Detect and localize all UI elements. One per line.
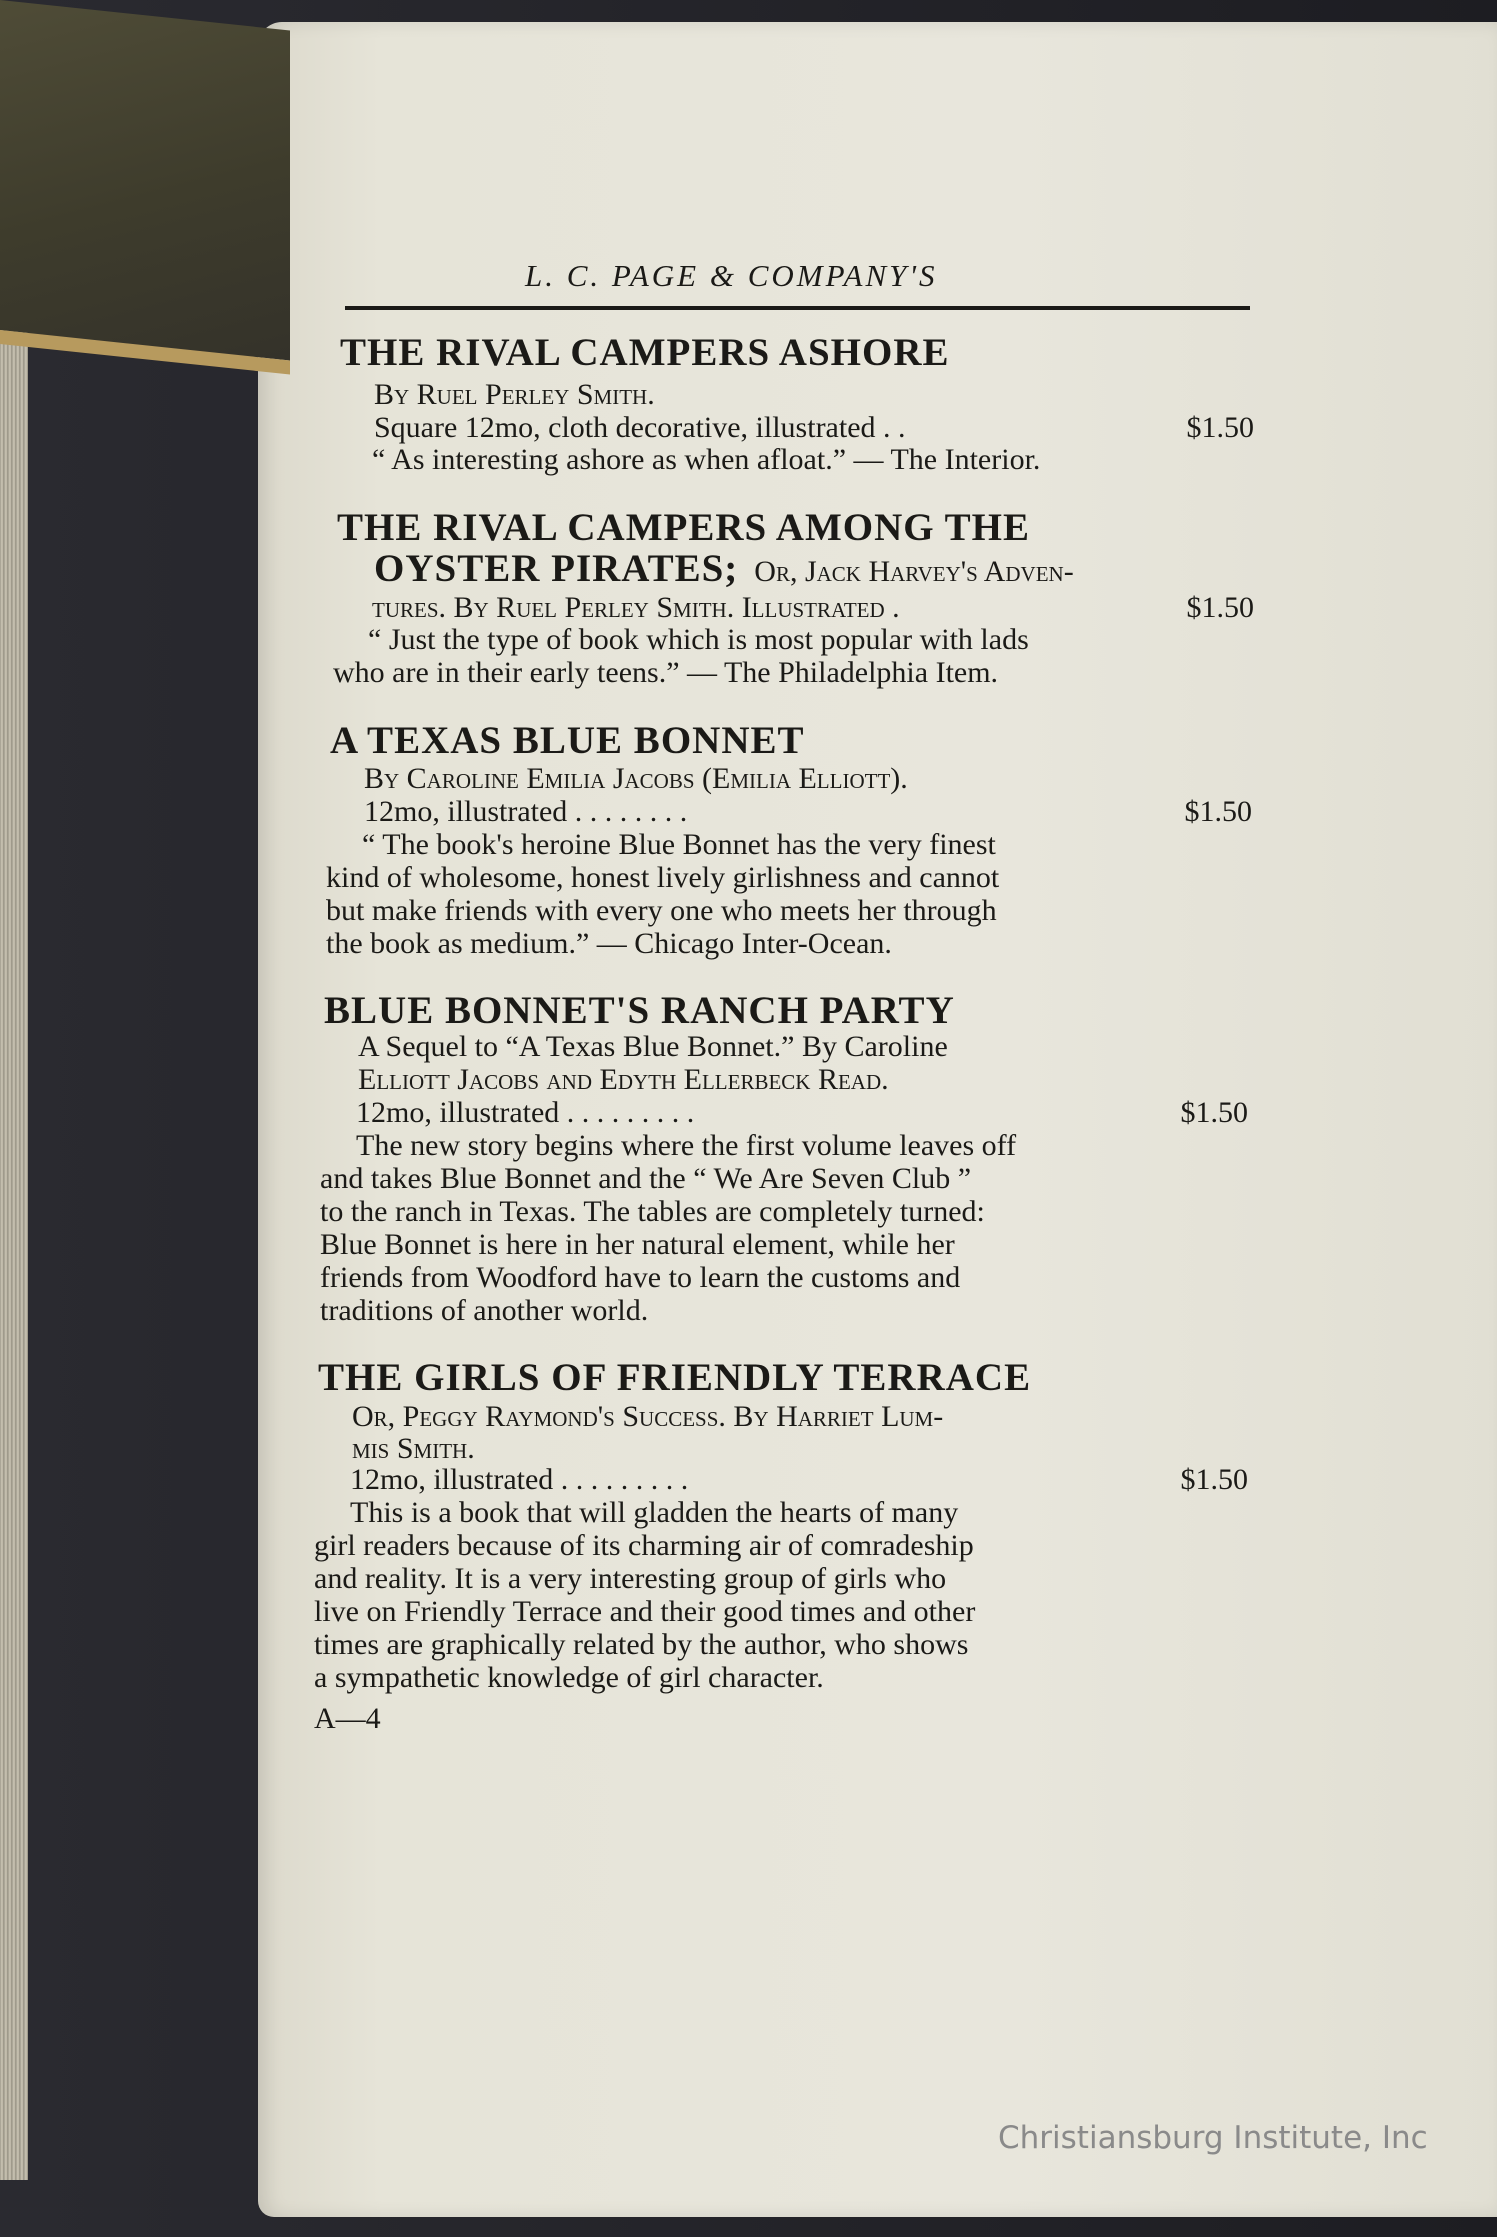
entry-3-byline: By Caroline Emilia Jacobs (Emilia Elliott). xyxy=(364,762,908,795)
entry-2-byline: tures. By Ruel Perley Smith. Illustrated . xyxy=(372,591,900,624)
entry-4-review-line: The new story begins where the first volume leaves off xyxy=(356,1129,1017,1162)
entry-5-review-line: times are graphically related by the author, who shows xyxy=(314,1628,969,1661)
entry-3-format-row xyxy=(364,795,1252,829)
entry-4-review-line: friends from Woodford have to learn the customs and xyxy=(320,1261,961,1294)
entry-2-review-line1: “ Just the type of book which is most popular with lads xyxy=(368,623,1029,656)
entry-5-review-line: live on Friendly Terrace and their good times and other xyxy=(314,1595,976,1628)
entry-4-price: $1.50 xyxy=(1180,1096,1248,1129)
entry-2-title-line1: THE RIVAL CAMPERS AMONG THE xyxy=(337,506,1031,549)
entry-1-price: $1.50 xyxy=(1186,411,1254,444)
running-head: L. C. PAGE & COMPANY'S xyxy=(525,258,938,293)
entry-2-review-line2: who are in their early teens.” — The Philadelphia Item. xyxy=(333,656,999,689)
header-rule xyxy=(345,306,1250,310)
entry-5-format-row xyxy=(350,1463,1248,1497)
entry-1-format-row xyxy=(374,411,1254,445)
entry-4-title: BLUE BONNET'S RANCH PARTY xyxy=(324,989,955,1032)
watermark: Christiansburg Institute, Inc xyxy=(998,2120,1428,2156)
entry-4-format: 12mo, illustrated . . . . . . . . . xyxy=(356,1096,695,1129)
entry-5-byline-line: Or, Peggy Raymond's Success. By Harriet Lum- xyxy=(352,1400,944,1433)
entry-2-price: $1.50 xyxy=(1186,591,1254,624)
entry-2-title-line2: OYSTER PIRATES; xyxy=(374,547,739,590)
entry-4-byline-line: A Sequel to “A Texas Blue Bonnet.” By Caroline xyxy=(358,1030,948,1063)
entry-3-review-line: the book as medium.” — Chicago Inter-Ocean. xyxy=(326,927,892,960)
entry-1-byline: By Ruel Perley Smith. xyxy=(374,378,655,411)
entry-1-title: THE RIVAL CAMPERS ASHORE xyxy=(340,331,950,374)
page-code: A—4 xyxy=(314,1702,381,1735)
entry-5-title: THE GIRLS OF FRIENDLY TERRACE xyxy=(318,1356,1032,1399)
entry-2-title-line2-row xyxy=(374,546,1074,591)
entry-4-review-line: traditions of another world. xyxy=(320,1294,649,1327)
entry-5-review-line: girl readers because of its charming air of comradeship xyxy=(314,1529,974,1562)
entry-4-review-line: Blue Bonnet is here in her natural element, while her xyxy=(320,1228,955,1261)
entry-3-title: A TEXAS BLUE BONNET xyxy=(330,719,805,762)
entry-5-review-line: a sympathetic knowledge of girl character. xyxy=(314,1661,824,1694)
entry-4-review-line: and takes Blue Bonnet and the “ We Are Seven Club ” xyxy=(320,1162,972,1195)
entry-5-review-line: and reality. It is a very interesting group of girls who xyxy=(314,1562,947,1595)
book-cover-corner xyxy=(0,0,290,374)
entry-3-review-line: but make friends with every one who meets her through xyxy=(326,894,997,927)
entry-3-format: 12mo, illustrated . . . . . . . . xyxy=(364,795,688,828)
entry-4-byline-line: Elliott Jacobs and Edyth Ellerbeck Read. xyxy=(358,1063,889,1096)
entry-4-review-line: to the ranch in Texas. The tables are completely turned: xyxy=(320,1195,985,1228)
entry-3-price: $1.50 xyxy=(1184,795,1252,828)
entry-2-subtitle: Or, Jack Harvey's Adven- xyxy=(754,555,1074,588)
entry-2-byline-row xyxy=(372,591,1254,625)
entry-5-format: 12mo, illustrated . . . . . . . . . xyxy=(350,1463,689,1496)
entry-4-format-row xyxy=(356,1096,1248,1130)
page-stack-edge xyxy=(0,330,28,2180)
entry-5-price: $1.50 xyxy=(1180,1463,1248,1496)
entry-3-review-line: “ The book's heroine Blue Bonnet has the very finest xyxy=(362,828,996,861)
entry-1-review: “ As interesting ashore as when afloat.” — The Interior. xyxy=(372,443,1041,476)
entry-3-review-line: kind of wholesome, honest lively girlishness and cannot xyxy=(326,861,1000,894)
entry-5-review-line: This is a book that will gladden the hearts of many xyxy=(350,1496,959,1529)
entry-1-format: Square 12mo, cloth decorative, illustrated . . xyxy=(374,411,906,444)
entry-5-byline-line: mis Smith. xyxy=(352,1432,475,1465)
